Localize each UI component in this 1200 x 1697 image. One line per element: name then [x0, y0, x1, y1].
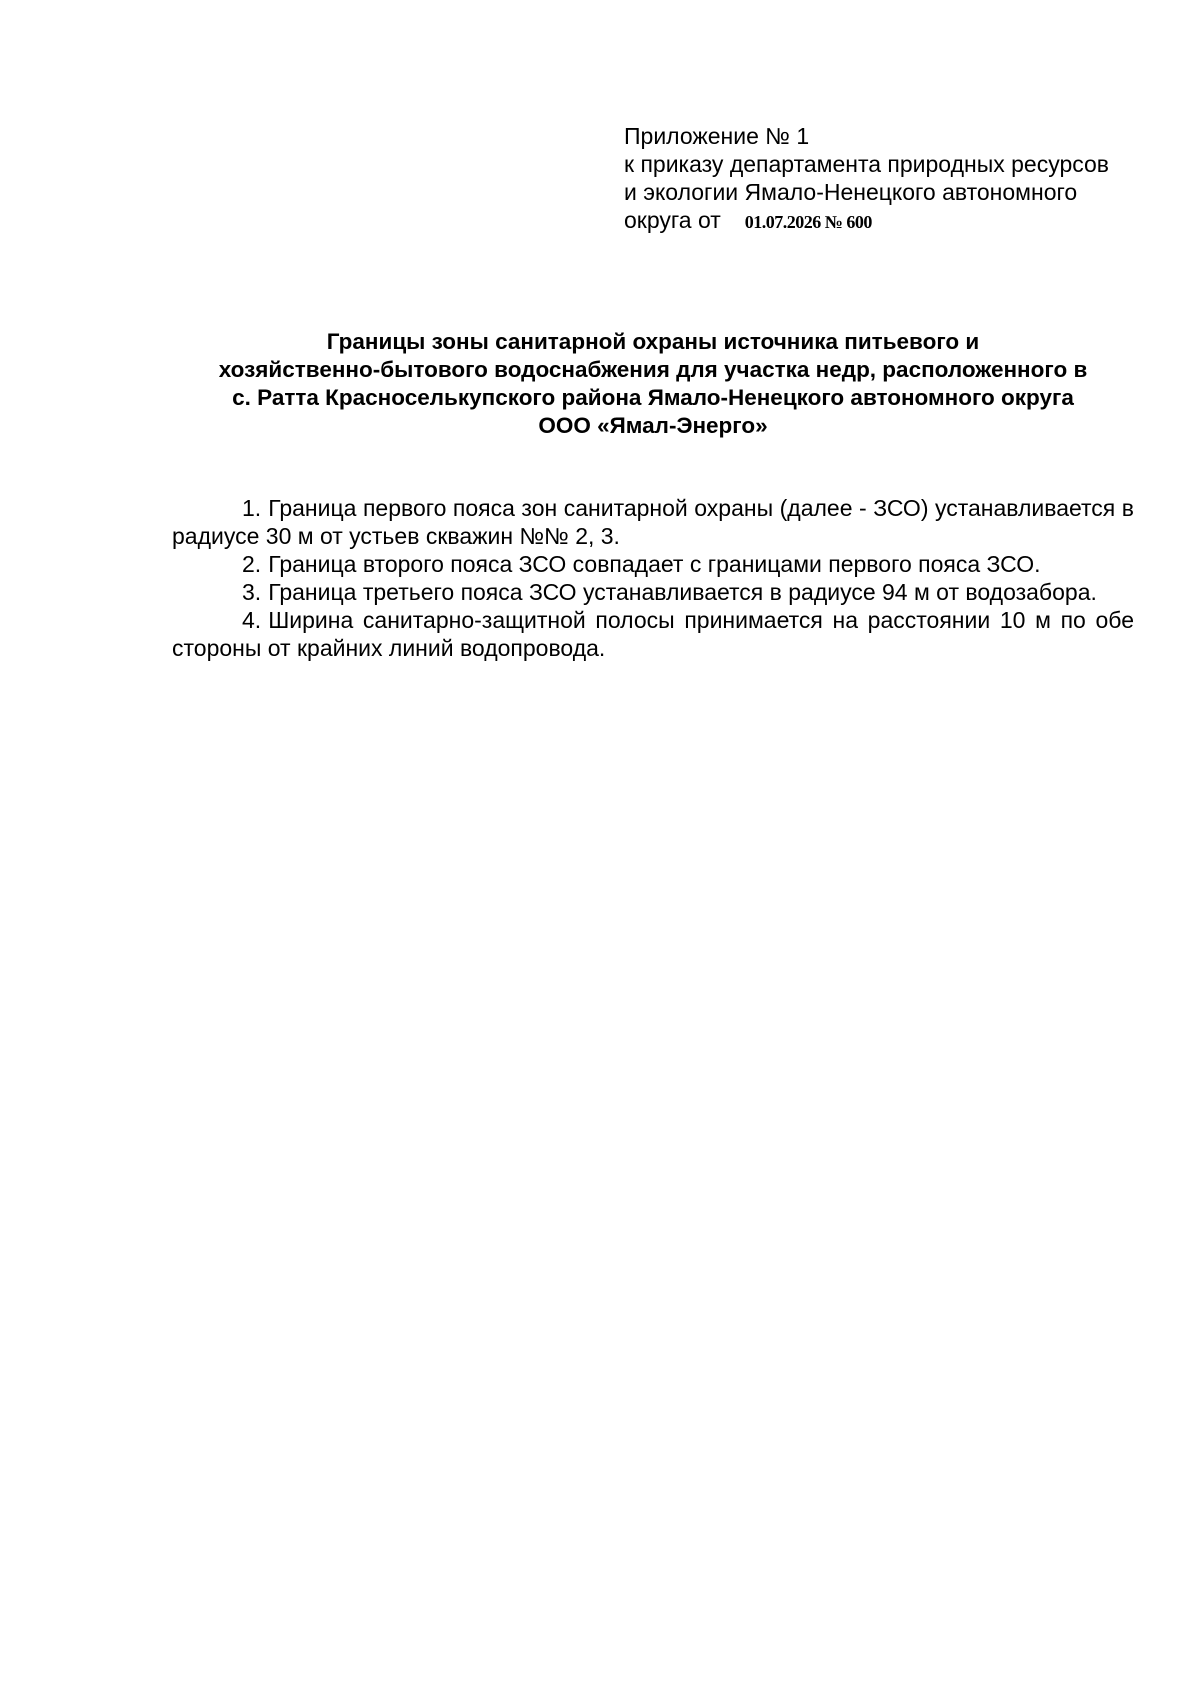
- item-number: 4.: [242, 607, 262, 633]
- appendix-block: [624, 122, 1144, 236]
- list-item: [172, 578, 1134, 606]
- title-line-4: ООО «Ямал-Энерго»: [538, 413, 768, 438]
- appendix-line-1: Приложение № 1: [624, 123, 810, 149]
- list-item: [172, 606, 1134, 662]
- appendix-line-4: [624, 206, 1144, 236]
- title-line-2: хозяйственно-бытового водоснабжения для участка недр, расположенного в: [218, 357, 1088, 382]
- item-text: Граница первого пояса зон санитарной охраны (далее - ЗСО) устанавливается в радиусе 30 м от устьев скважин №№ 2, 3.: [172, 495, 1134, 549]
- appendix-line-3: и экологии Ямало-Ненецкого автономного: [624, 179, 1078, 205]
- title-line-1: Границы зоны санитарной охраны источника питьевого и: [326, 329, 980, 354]
- item-number: 1.: [242, 495, 262, 521]
- document-body: [172, 494, 1134, 662]
- item-number: 3.: [242, 579, 262, 605]
- item-text: Граница третьего пояса ЗСО устанавливается в радиусе 94 м от водозабора.: [268, 579, 1097, 605]
- item-text: Граница второго пояса ЗСО совпадает с границами первого пояса ЗСО.: [268, 551, 1041, 577]
- list-item: [172, 494, 1134, 550]
- item-number: 2.: [242, 551, 262, 577]
- list-item: [172, 550, 1134, 578]
- title-line-3: с. Ратта Красноселькупского района Ямало-Ненецкого автономного округа: [232, 385, 1074, 410]
- document-title: [170, 328, 1136, 440]
- item-text: Ширина санитарно-защитной полосы принимается на расстоянии 10 м по обе стороны от крайних линий водопровода.: [172, 607, 1134, 661]
- appendix-date-number: 01.07.2026 № 600: [744, 212, 872, 232]
- appendix-line-2: к приказу департамента природных ресурсов: [624, 151, 1109, 177]
- appendix-date-prefix: округа от: [624, 207, 721, 233]
